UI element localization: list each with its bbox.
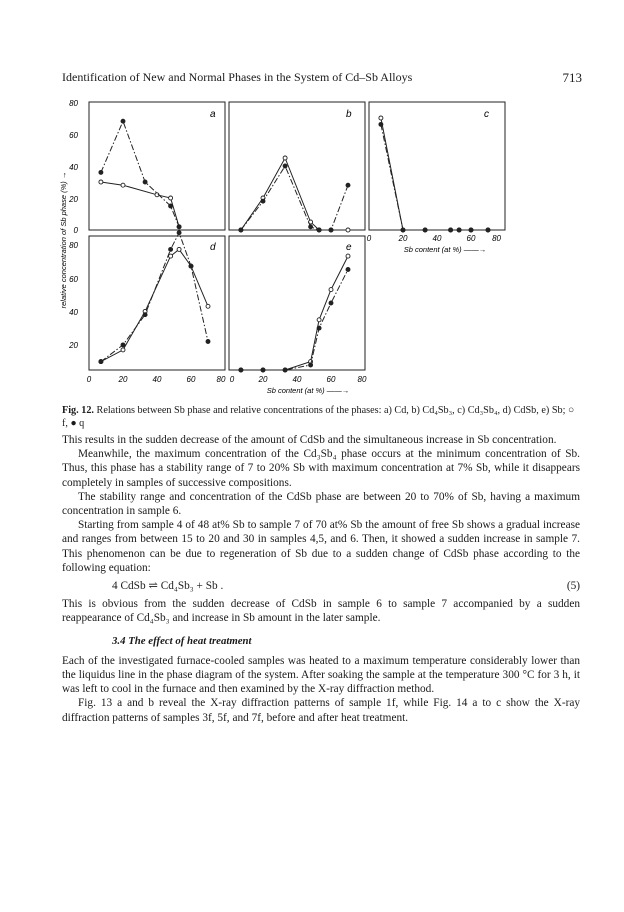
- data-point-e-open: [346, 254, 350, 258]
- paragraph-5: This is obvious from the sudden decrease of CdSb in sample 6 to sample 7 accompanied by a sudden reappearance of Cd₄Sb₃ and increase in Sb amount in the later sample.: [62, 598, 580, 625]
- series-line-e-filled: [241, 270, 348, 371]
- data-point-a-filled: [177, 225, 181, 229]
- data-point-b-open: [283, 156, 287, 160]
- c-xtick-4: 80: [492, 234, 501, 243]
- d-ytick-3: 20: [69, 341, 78, 350]
- series-line-c-open: [381, 118, 488, 230]
- c-xtick-2: 40: [432, 234, 442, 243]
- data-point-d-open: [177, 247, 181, 251]
- data-point-b-filled: [329, 228, 333, 232]
- data-point-c-filled: [457, 228, 461, 232]
- data-point-d-open: [206, 304, 210, 308]
- series-line-a-open: [101, 182, 179, 227]
- e-xtick-1: 20: [258, 375, 268, 384]
- c-xtick-1: 20: [398, 234, 408, 243]
- a-ytick-1: 60: [69, 131, 78, 140]
- paragraph-6: Each of the investigated furnace-cooled samples was heated to a maximum temperature considerably lower than the liquidus line in the phase diagram of the system. After soaking the sample at the temperature 300 °C for 3 h, it was left to cool in the furnace and then examined by the X-ray diffraction method.: [62, 654, 580, 696]
- data-point-d-filled: [121, 343, 125, 347]
- series-line-d-filled: [101, 233, 208, 362]
- paragraph-2: Meanwhile, the maximum concentration of the Cd₃Sb₄ phase occurs at the minimum concentration of Sb. Thus, this phase has a stability range of 7 to 20% Sb with maximum concentration at 7% Sb, while it disappears completely in samples of successive compositions.: [62, 448, 580, 489]
- paragraph-7: Fig. 13 a and b reveal the X-ray diffraction patterns of sample 1f, while Fig. 14 a to c show the X-ray diffraction patterns of samples 3f, 5f, and 7f, before and after heat treatment.: [62, 697, 580, 724]
- e-xtick-3: 60: [326, 375, 336, 384]
- data-point-d-filled: [99, 360, 103, 364]
- y-axis-label: relative concentration of Sb phase (%) →: [59, 171, 68, 309]
- series-line-b-filled: [241, 166, 348, 230]
- paragraph-4: Starting from sample 4 of 48 at% Sb to sample 7 of 70 at% Sb the amount of free Sb shows a gradual increase and ranges from between 15 to 20 and 30 in samples 4,5, and 6. Then, it showed a sudden increase in sample 7. This phenomenon can be due to regeneration of Sb due to a sudden change of CdSb phase according to the following equation:: [62, 519, 580, 574]
- panel-e-letter: e: [346, 242, 352, 253]
- data-point-d-filled: [189, 264, 193, 268]
- data-point-a-filled: [121, 119, 125, 123]
- a-ytick-4: 0: [73, 226, 78, 235]
- equation-5: [62, 579, 580, 593]
- caption-text: Relations between Sb phase and relative concentrations of the phases: a) Cd, b) Cd₄Sb₃, c) Cd₃Sb₄, d) CdSb, e) Sb; ○ f, ● q: [62, 405, 575, 429]
- data-point-e-filled: [309, 363, 313, 367]
- data-point-b-open: [346, 228, 350, 232]
- c-xtick-3: 60: [466, 234, 476, 243]
- data-point-e-filled: [239, 368, 243, 372]
- d-ytick-1: 60: [69, 275, 78, 284]
- data-point-a-open: [169, 196, 173, 200]
- d-xtick-2: 40: [152, 375, 162, 384]
- data-point-d-filled: [206, 340, 210, 344]
- d-ytick-0: 80: [69, 241, 78, 250]
- series-line-c-filled: [381, 124, 488, 230]
- data-point-c-filled: [486, 228, 490, 232]
- paragraph-3: The stability range and concentration of the CdSb phase are between 20 to 70% of Sb, having a maximum concentration in sample 6.: [62, 490, 580, 518]
- data-point-e-filled: [317, 326, 321, 330]
- c-axis-label: Sb content (at %) ——→: [403, 245, 487, 254]
- figure-caption: [62, 404, 580, 430]
- panel-a-frame: [89, 102, 225, 230]
- x-axis-label: Sb content (at %) ——→: [266, 386, 350, 395]
- a-ytick-0: 80: [69, 99, 78, 108]
- d-xtick-4: 80: [216, 375, 226, 384]
- running-title: Identification of New and Normal Phases in the System of Cd–Sb Alloys: [62, 70, 413, 84]
- data-point-a-open: [99, 180, 103, 184]
- data-point-e-open: [317, 318, 321, 322]
- equation-number: (5): [566, 580, 580, 593]
- data-point-d-filled: [177, 231, 181, 235]
- section-heading: 3.4 The effect of heat treatment: [112, 634, 252, 647]
- data-point-e-open: [329, 288, 333, 292]
- series-line-e-open: [241, 256, 348, 370]
- figure-12-svg: [40, 90, 500, 396]
- data-point-a-filled: [143, 180, 147, 184]
- data-point-a-open: [121, 183, 125, 187]
- running-head: [62, 70, 582, 85]
- data-point-b-filled: [317, 228, 321, 232]
- panel-e-frame: [229, 236, 365, 370]
- data-point-a-filled: [99, 170, 103, 174]
- chart-marks: [99, 116, 490, 372]
- data-point-c-filled: [401, 228, 405, 232]
- e-xtick-2: 40: [292, 375, 302, 384]
- figure-12: [40, 90, 500, 401]
- data-point-c-filled: [379, 122, 383, 126]
- panel-b-frame: [229, 102, 365, 230]
- e-xtick-4: 80: [357, 375, 367, 384]
- data-point-e-filled: [283, 368, 287, 372]
- d-xtick-0: 0: [86, 375, 92, 384]
- panel-c-frame: [369, 102, 505, 230]
- data-point-b-filled: [346, 183, 350, 187]
- page-number: 713: [562, 70, 582, 85]
- panel-a-letter: a: [210, 109, 216, 120]
- data-point-e-filled: [261, 368, 265, 372]
- panel-c-letter: c: [484, 109, 489, 120]
- data-point-b-filled: [239, 228, 243, 232]
- d-xtick-3: 60: [186, 375, 196, 384]
- panel-d-letter: d: [210, 242, 216, 253]
- data-point-d-filled: [169, 247, 173, 251]
- data-point-b-filled: [309, 225, 313, 229]
- equation: 4 CdSb ⇌ Cd₄Sb₃ + Sb .: [112, 580, 224, 593]
- data-point-e-filled: [329, 301, 333, 305]
- c-xtick-0: 0: [366, 234, 372, 243]
- a-ytick-3: 20: [69, 195, 78, 204]
- data-point-b-filled: [261, 199, 265, 203]
- data-point-d-filled: [143, 313, 147, 317]
- data-point-c-open: [379, 116, 383, 120]
- paragraph-1: This results in the sudden decrease of the amount of CdSb and the simultaneous increase in Sb concentration.: [62, 434, 557, 446]
- body-text: [62, 433, 580, 725]
- data-point-a-filled: [169, 204, 173, 208]
- panel-b-letter: b: [346, 109, 352, 120]
- data-point-e-filled: [346, 268, 350, 272]
- data-point-c-filled: [449, 228, 453, 232]
- a-ytick-2: 40: [69, 163, 78, 172]
- e-xtick-0: 0: [229, 375, 235, 384]
- panel-d-frame: [89, 236, 225, 370]
- series-line-a-filled: [101, 121, 179, 227]
- d-ytick-2: 40: [69, 308, 78, 317]
- data-point-b-filled: [283, 164, 287, 168]
- caption-label: Fig. 12.: [62, 405, 94, 416]
- data-point-d-open: [169, 254, 173, 258]
- data-point-d-open: [121, 348, 125, 352]
- d-xtick-1: 20: [118, 375, 128, 384]
- data-point-c-filled: [423, 228, 427, 232]
- data-point-c-filled: [469, 228, 473, 232]
- series-line-b-open: [241, 158, 348, 230]
